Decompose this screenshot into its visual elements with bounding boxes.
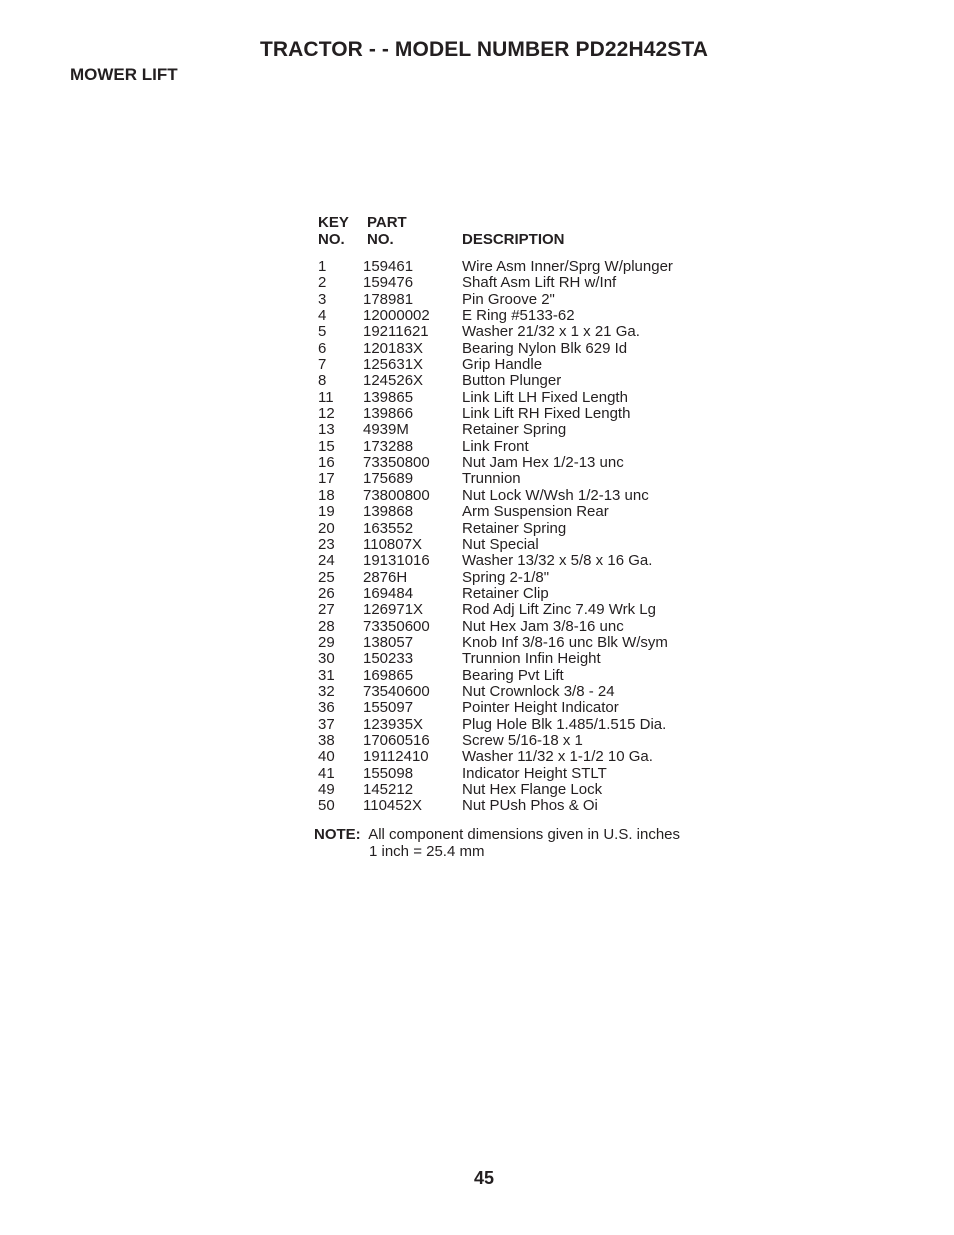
description-header: DESCRIPTION [462,231,565,248]
description-cell: Retainer Clip [462,584,549,602]
key-no-cell: 28 [318,617,335,635]
key-header-line1: KEY [318,214,349,231]
table-row [318,292,758,308]
key-no-cell: 20 [318,519,335,537]
key-no-cell: 12 [318,405,335,423]
part-no-cell: 159461 [363,258,414,275]
part-no-cell: 19211621 [363,323,429,341]
key-no-cell: 30 [318,650,335,668]
table-row [318,602,758,618]
description-cell: Bearing Pvt Lift [462,666,564,684]
part-no-cell: 73540600 [363,682,430,700]
key-header-line2: NO. [318,231,345,248]
description-cell: Trunnion [462,470,521,488]
key-no-cell: 41 [318,764,335,782]
description-cell: Retainer Spring [462,519,567,537]
part-no-cell: 126971X [363,601,424,619]
key-no-cell: 32 [318,682,335,700]
part-no-cell: 120183X [363,339,424,357]
description-cell: Link Front [462,437,529,455]
part-no-cell: 139865 [363,388,414,406]
part-no-cell: 150233 [363,650,414,668]
key-no-cell: 26 [318,584,335,602]
parts-table-header [318,214,758,250]
part-no-cell: 73800800 [363,486,430,504]
key-no-cell: 6 [318,339,327,357]
key-no-cell: 2 [318,274,327,292]
part-no-cell: 19131016 [363,552,430,570]
table-row [318,717,758,733]
note-label: NOTE: [314,826,361,843]
key-no-cell: 17 [318,470,335,488]
key-no-cell: 29 [318,633,335,651]
key-no-cell: 49 [318,781,335,798]
key-no-cell: 16 [318,454,335,472]
part-no-cell: 138057 [363,633,414,651]
key-no-cell: 40 [318,748,335,766]
table-row [318,259,758,275]
table-row [318,324,758,340]
key-no-cell: 18 [318,486,335,504]
key-no-cell: 13 [318,421,335,439]
description-cell: Nut Crownlock 3/8 - 24 [462,682,615,700]
description-cell: Nut Jam Hex 1/2-13 unc [462,454,624,472]
table-row [318,488,758,504]
part-no-cell: 155098 [363,764,414,782]
part-no-cell: 139868 [363,503,414,521]
part-no-cell: 139866 [363,405,414,423]
description-cell: Rod Adj Lift Zinc 7.49 Wrk Lg [462,601,656,619]
table-row [318,373,758,389]
table-row [318,341,758,357]
key-no-cell: 15 [318,437,335,455]
note [314,827,680,860]
description-cell: Link Lift RH Fixed Length [462,405,631,423]
description-cell: Indicator Height STLT [462,764,607,782]
part-no-cell: 178981 [363,290,414,308]
description-cell: Shaft Asm Lift RH w/Inf [462,274,617,292]
description-cell: Spring 2-1/8" [462,568,550,586]
table-row [318,684,758,700]
part-no-cell: 124526X [363,372,424,390]
key-no-header [318,214,349,248]
table-row [318,406,758,422]
part-no-cell: 155097 [363,699,414,717]
description-cell: Button Plunger [462,372,562,390]
key-no-cell: 25 [318,568,335,586]
description-cell: Nut Hex Flange Lock [462,781,603,798]
description-cell: Arm Suspension Rear [462,503,609,521]
description-cell: Plug Hole Blk 1.485/1.515 Dia. [462,715,667,733]
key-no-cell: 1 [318,258,327,275]
table-row [318,619,758,635]
part-no-cell: 175689 [363,470,414,488]
table-row [318,700,758,716]
description-cell: Link Lift LH Fixed Length [462,388,628,406]
table-row [318,308,758,324]
page-number: 45 [473,1168,495,1188]
part-no-cell: 169484 [363,584,414,602]
description-cell: Trunnion Infin Height [462,650,601,668]
part-no-cell: 163552 [363,519,414,537]
part-no-cell: 110807X [363,535,422,553]
description-cell: Retainer Spring [462,421,567,439]
part-no-cell: 12000002 [363,307,430,325]
key-no-cell: 7 [318,356,327,374]
description-cell: Washer 13/32 x 5/8 x 16 Ga. [462,552,653,570]
description-cell: Washer 11/32 x 1-1/2 10 Ga. [462,748,653,766]
description-cell: Pointer Height Indicator [462,699,619,717]
description-cell: Nut Lock W/Wsh 1/2-13 unc [462,486,649,504]
key-no-cell: 37 [318,715,335,733]
key-no-cell: 11 [318,388,334,406]
key-no-cell: 3 [318,290,327,308]
description-cell: Screw 5/16-18 x 1 [462,731,583,749]
key-no-cell: 31 [318,666,335,684]
description-cell: Nut PUsh Phos & Oi [462,797,598,815]
key-no-cell: 27 [318,601,335,619]
note-line1: All component dimensions given in U.S. inches [368,826,681,843]
table-row [318,553,758,569]
part-no-cell: 110452X [363,797,422,815]
part-no-cell: 17060516 [363,731,430,749]
note-line2: 1 inch = 25.4 mm [369,842,485,860]
part-no-cell: 173288 [363,437,414,455]
key-no-cell: 23 [318,535,335,553]
note-line1-row [314,827,680,844]
description-cell: Wire Asm Inner/Sprg W/plunger [462,258,673,275]
table-row [318,651,758,667]
key-no-cell: 4 [318,307,327,325]
description-cell: Grip Handle [462,356,543,374]
part-no-cell: 169865 [363,666,414,684]
table-row [318,749,758,765]
description-cell: E Ring #5133-62 [462,307,575,325]
description-cell: Washer 21/32 x 1 x 21 Ga. [462,323,640,341]
table-row [318,390,758,406]
part-no-cell: 19112410 [363,748,429,766]
description-cell: Bearing Nylon Blk 629 Id [462,339,628,357]
table-row [318,782,758,798]
part-no-header [367,214,407,248]
part-no-cell: 4939M [363,421,409,439]
description-cell: Knob Inf 3/8-16 unc Blk W/sym [462,633,668,651]
part-no-cell: 159476 [363,274,414,292]
key-no-cell: 19 [318,503,335,521]
part-no-cell: 145212 [363,781,414,798]
table-row [318,275,758,291]
key-no-cell: 5 [318,323,327,341]
description-cell: Nut Special [462,535,539,553]
table-row [318,422,758,438]
key-no-cell: 8 [318,372,327,390]
table-row [318,357,758,373]
part-no-cell: 73350800 [363,454,430,472]
table-row [318,668,758,684]
table-row [318,635,758,651]
table-row [318,798,758,814]
key-no-cell: 24 [318,552,335,570]
part-header-line1: PART [367,214,407,231]
part-no-cell: 125631X [363,356,424,374]
table-row [318,504,758,520]
table-row [318,537,758,553]
description-cell: Nut Hex Jam 3/8-16 unc [462,617,624,635]
table-row [318,766,758,782]
table-row [318,471,758,487]
table-row [318,455,758,471]
table-row [318,586,758,602]
table-row [318,439,758,455]
part-no-cell: 73350600 [363,617,430,635]
description-cell: Pin Groove 2" [462,290,555,308]
page-title: TRACTOR - - MODEL NUMBER PD22H42STA [259,38,709,61]
parts-list [318,259,758,815]
part-no-cell: 123935X [363,715,424,733]
key-no-cell: 38 [318,731,335,749]
part-header-line2: NO. [367,231,394,248]
key-no-cell: 50 [318,797,335,815]
table-row [318,733,758,749]
key-no-cell: 36 [318,699,335,717]
table-row [318,521,758,537]
table-row [318,570,758,586]
part-no-cell: 2876H [363,568,408,586]
section-title: MOWER LIFT [70,65,178,84]
